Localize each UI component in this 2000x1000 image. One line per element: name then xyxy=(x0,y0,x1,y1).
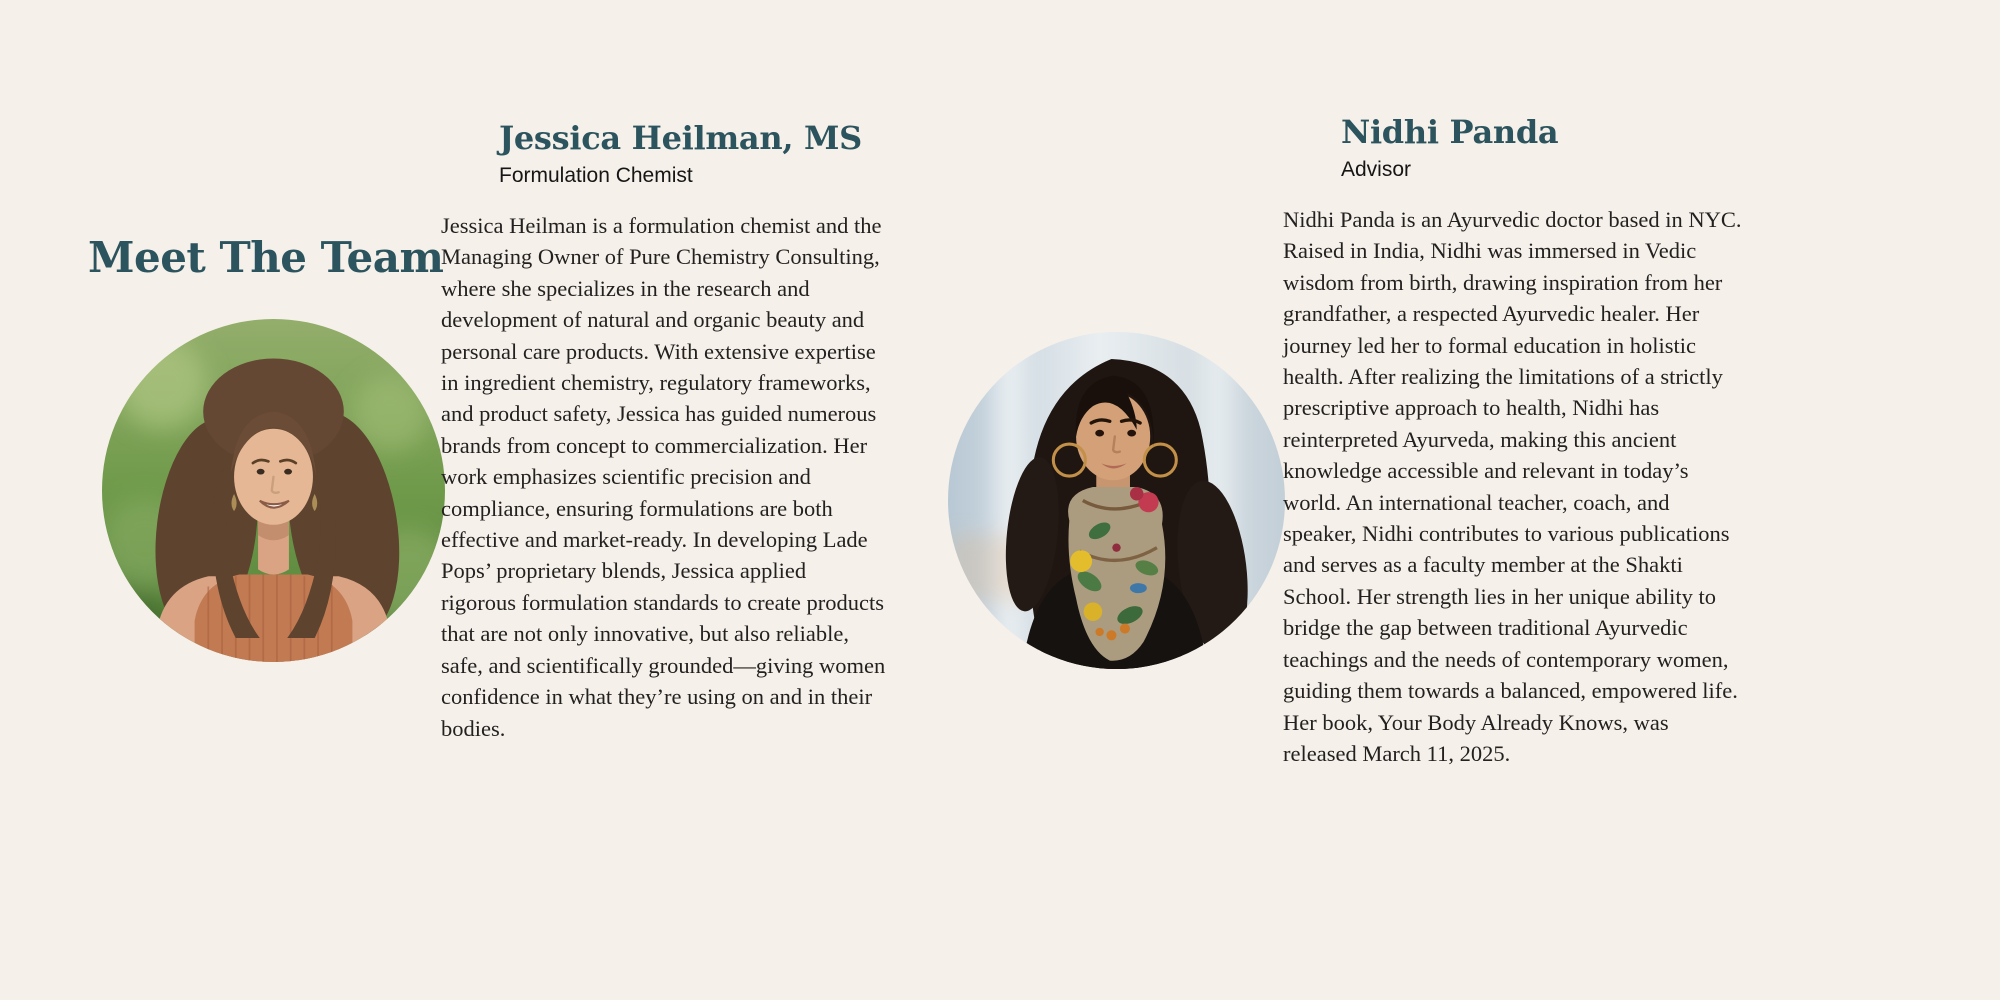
nidhi-portrait-image xyxy=(948,332,1285,669)
member-photo-nidhi xyxy=(948,332,1285,669)
member-bio: Jessica Heilman is a formulation chemist and the Managing Owner of Pure Chemistry Consulting, where she specializes in the research and development of natural and organic beauty and personal care products. With extensive expertise in ingredient chemistry, regulatory frameworks, and product safety, Jessica has guided numerous brands from concept to commercialization. Her work emphasizes scientific precision and compliance, ensuring formulations are both effective and market-ready. In developing Lade Pops’ proprietary blends, Jessica applied rigorous formulation standards to create products that are not only innovative, but also reliable, safe, and scientifically grounded—giving women confidence in what they’re using on and in their bodies. xyxy=(441,213,886,741)
section-title: Meet The Team xyxy=(88,233,444,282)
member-photo-jessica xyxy=(102,319,445,662)
member-profile-nidhi xyxy=(1283,112,1743,769)
member-header xyxy=(441,118,886,190)
member-profile-jessica xyxy=(441,118,886,744)
member-header xyxy=(1283,112,1743,184)
member-name: Jessica Heilman, MS xyxy=(499,119,862,157)
member-name: Nidhi Panda xyxy=(1341,113,1559,151)
member-role: Advisor xyxy=(1341,158,1412,181)
jessica-portrait-image xyxy=(102,319,445,662)
member-role: Formulation Chemist xyxy=(499,164,693,187)
member-bio: Nidhi Panda is an Ayurvedic doctor based in NYC. Raised in India, Nidhi was immersed in Vedic wisdom from birth, drawing inspiration from her grandfather, a respected Ayurvedic healer. Her journey led her to formal education in holistic health. After realizing the limitations of a strictly prescriptive approach to health, Nidhi has reinterpreted Ayurveda, making this ancient knowledge accessible and relevant in today’s world. An international teacher, coach, and speaker, Nidhi contributes to various publications and serves as a faculty member at the Shakti School. Her strength lies in her unique ability to bridge the gap between traditional Ayurvedic teachings and the needs of contemporary women, guiding them towards a balanced, empowered life. Her book, Your Body Already Knows, was released March 11, 2025. xyxy=(1283,207,1742,766)
